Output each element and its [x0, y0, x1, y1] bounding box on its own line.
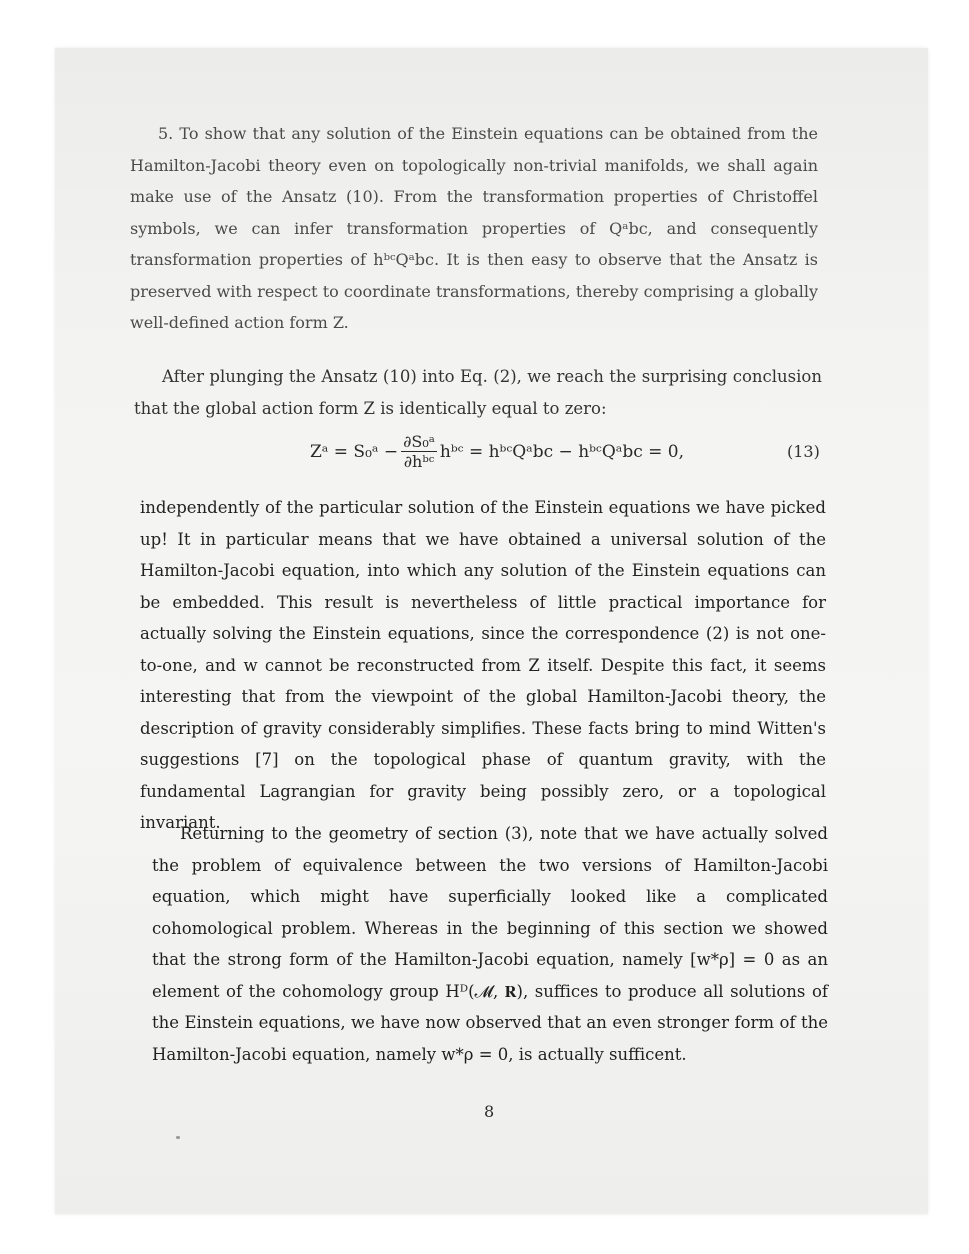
- equation-number: (13): [787, 442, 820, 461]
- paragraph-3: independently of the particular solution of the Einstein equations we have picked up! It in particular means that we have obtained a universal solution of the Hamilton-Jacobi equation, into which any solution of the Einstein equations can be embedded. This result is nevertheless of little practical importance for actually solving the Einstein equations, since the correspondence (2) is not one-to-one, and w cannot be reconstructed from Z itself. Despite this fact, it seems interesting that from the viewpoint of the global Hamilton-Jacobi theory, the description of gravity considerably simplifies. These facts bring to mind Witten's suggestions [7] on the topological phase of quantum gravity, with the fundamental Lagrangian for gravity being possibly zero, or a topological invariant.: [140, 498, 826, 832]
- paragraph-2: After plunging the Ansatz (10) into Eq. (2), we reach the surprising conclusion that the global action form Z is identically equal to zero:: [134, 367, 822, 418]
- fraction-denominator: ∂hᵇᶜ: [403, 452, 435, 471]
- paragraph-4: Returning to the geometry of section (3), note that we have actually solved the problem of equivalence between the two versions of Hamilton-Jacobi equation, which might have superficially looked like a complicated cohomological problem. Whereas in the beginning of this section we showed that the strong form of the Hamilton-Jacobi equation, namely [w*ρ] = 0 as an element of the cohomology group Hᴰ(𝓜, 𝐑), suffices to produce all solutions of the Einstein equations, we have now observed that an even stronger form of the Hamilton-Jacobi equation, namely w*ρ = 0, is actually sufficent.: [152, 824, 828, 1064]
- equation-lhs: Zᵃ = S₀ᵃ −: [310, 441, 399, 462]
- equation-rhs: hᵇᶜ = hᵇᶜQᵃbc − hᵇᶜQᵃbc = 0,: [439, 441, 684, 462]
- paragraph-1: 5. To show that any solution of the Einstein equations can be obtained from the Hamilton-Jacobi theory even on topologically non-trivial manifolds, we shall again make use of the Ansatz (10). From the transformation properties of Christoffel symbols, we can infer transformation properties of Qᵃbc, and consequently transformation properties of hᵇᶜQᵃbc. It is then easy to observe that the Ansatz is preserved with respect to coordinate transformations, thereby comprising a globally well-defined action form Z.: [130, 124, 818, 332]
- equation-fraction: [401, 432, 437, 471]
- equation-13: [310, 432, 684, 471]
- fraction-numerator: ∂S₀ᵃ: [403, 432, 435, 451]
- paper-speck: [176, 1136, 180, 1139]
- page-number: 8: [484, 1102, 495, 1121]
